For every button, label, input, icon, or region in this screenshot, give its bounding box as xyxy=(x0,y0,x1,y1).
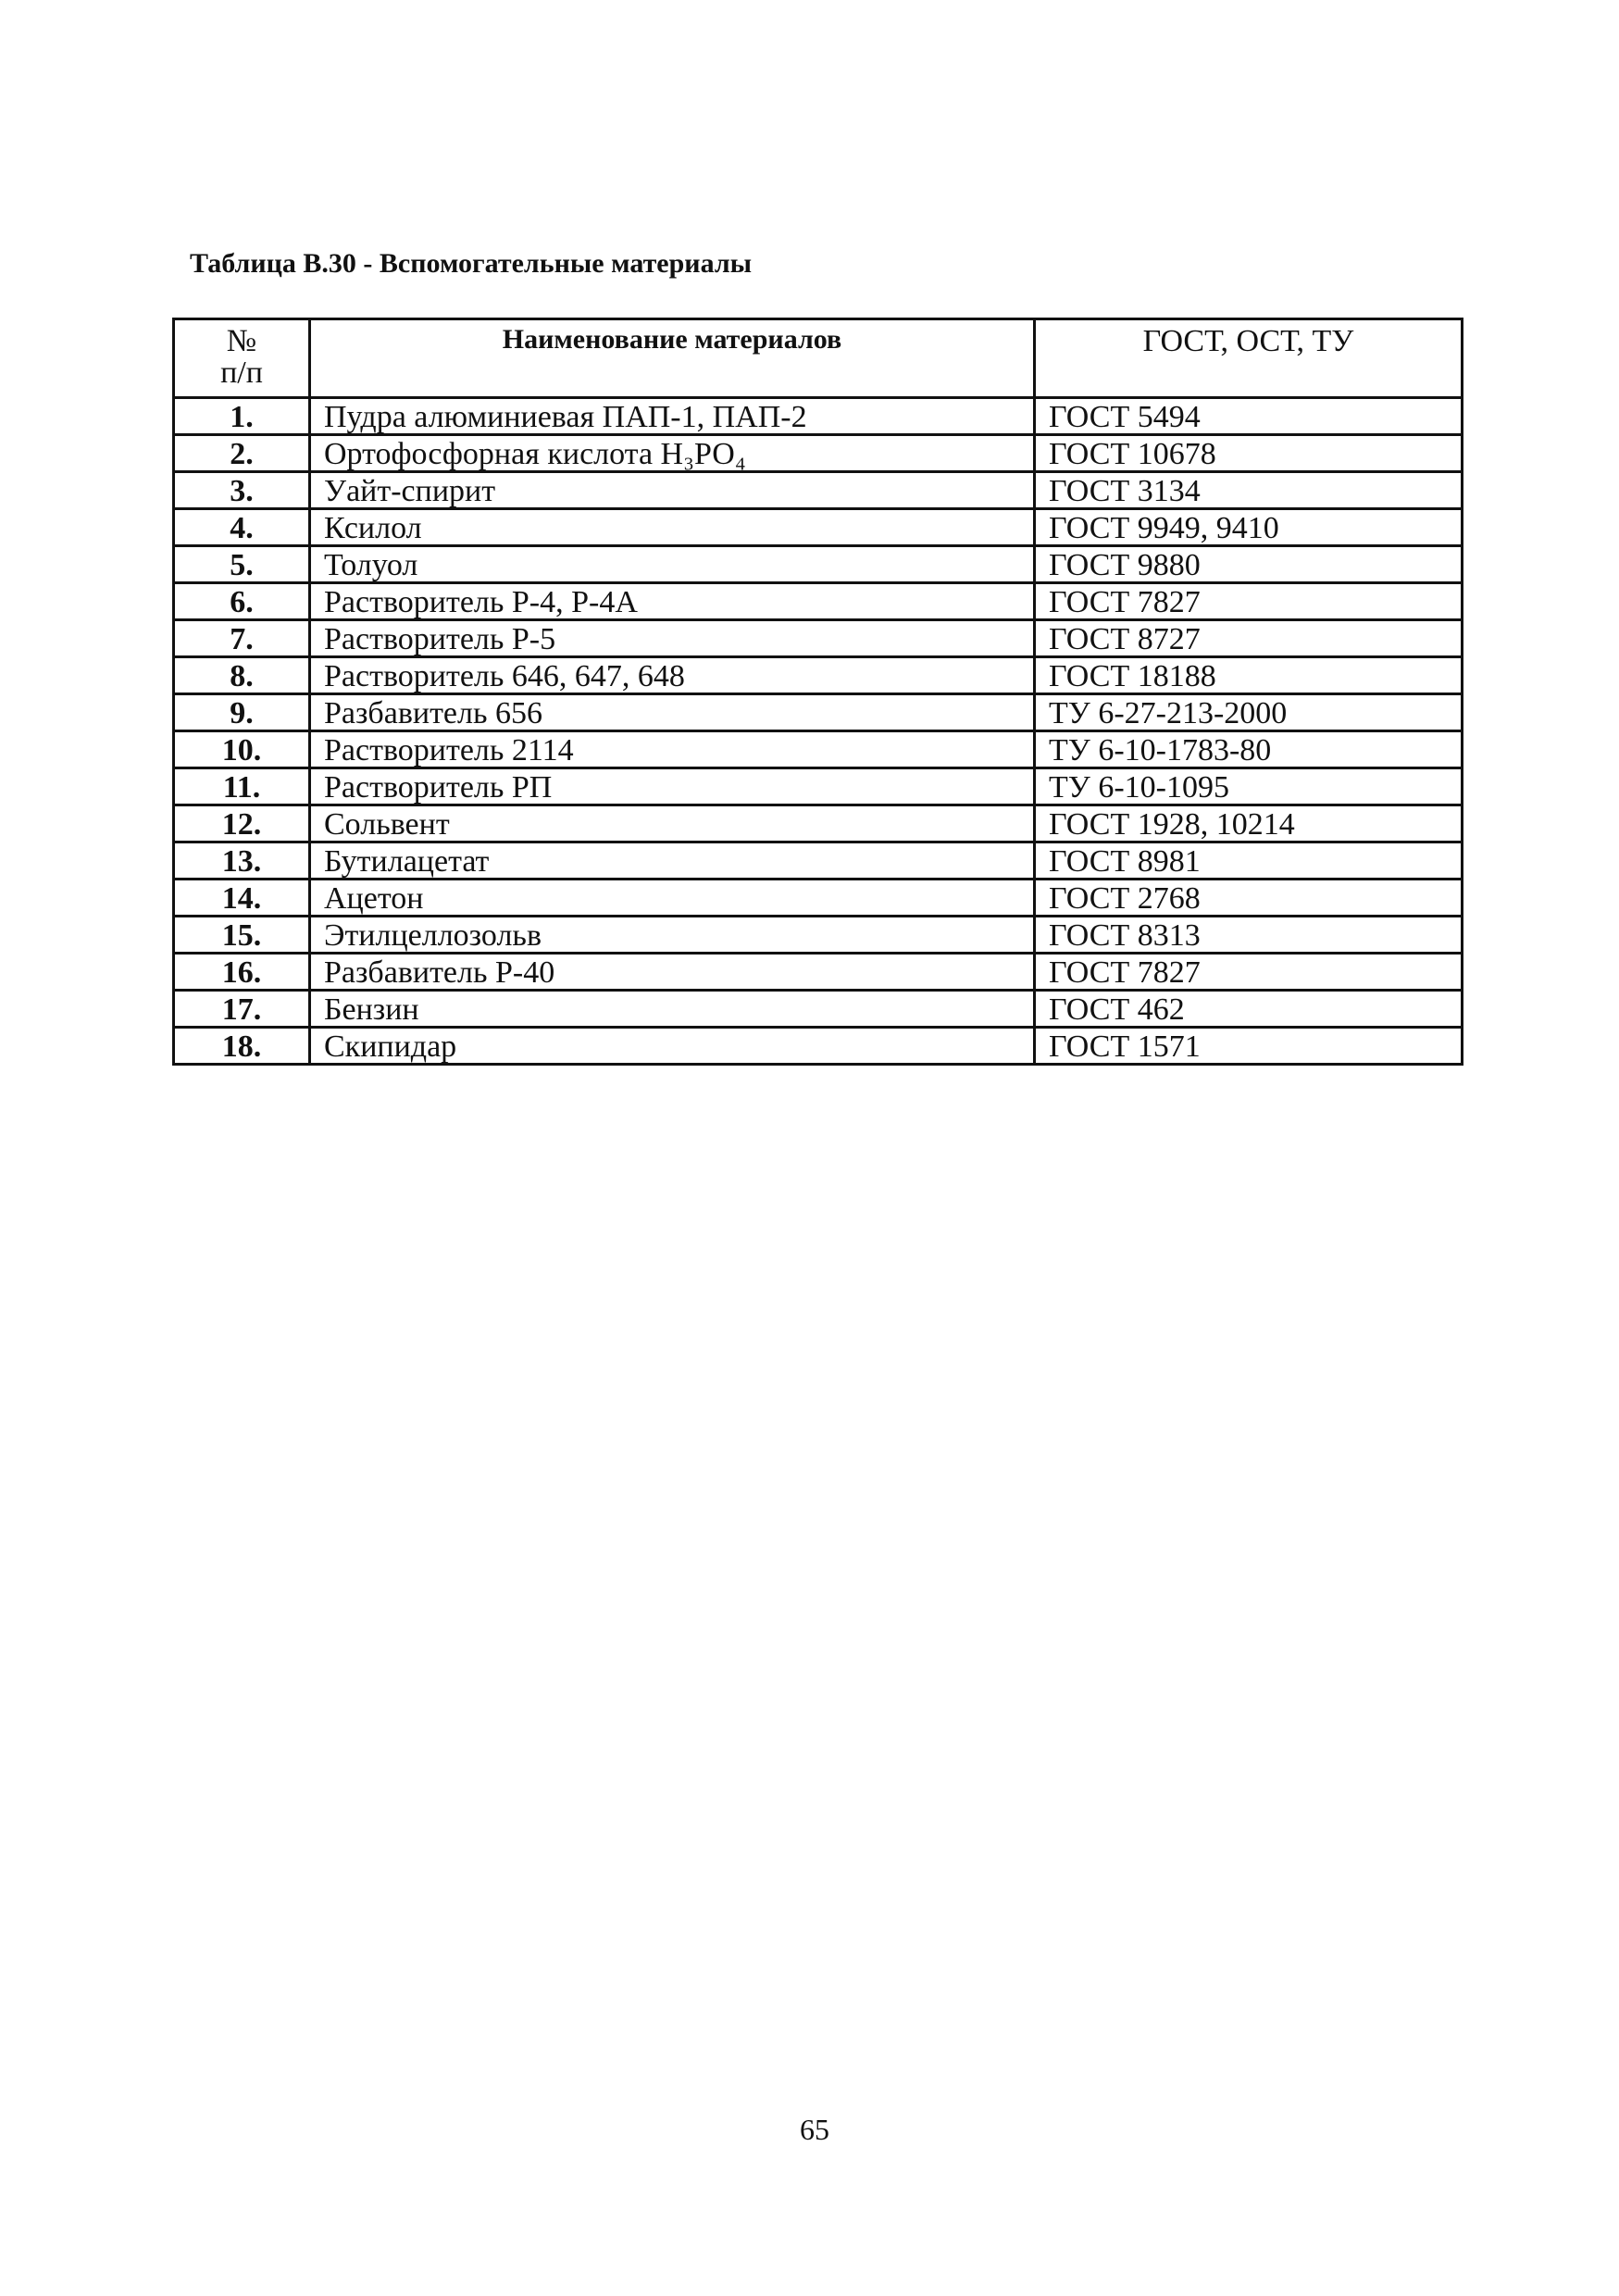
row-number: 15. xyxy=(174,917,310,954)
header-number-sign: № xyxy=(226,324,257,358)
material-name: Растворитель 2114 xyxy=(310,731,1035,768)
page-number: 65 xyxy=(800,2113,829,2146)
material-standard: ГОСТ 7827 xyxy=(1035,583,1463,620)
material-name: Пудра алюминиевая ПАП-1, ПАП-2 xyxy=(310,398,1035,435)
material-standard: ГОСТ 1928, 10214 xyxy=(1035,805,1463,842)
header-standard: ГОСТ, ОСТ, ТУ xyxy=(1035,319,1463,398)
row-number: 5. xyxy=(174,546,310,583)
material-name: Уайт-спирит xyxy=(310,472,1035,509)
material-name: Сольвент xyxy=(310,805,1035,842)
material-name: Этилцеллозольв xyxy=(310,917,1035,954)
row-number: 4. xyxy=(174,509,310,546)
material-standard: ГОСТ 10678 xyxy=(1035,435,1463,472)
material-name: Растворитель Р-4, Р-4А xyxy=(310,583,1035,620)
material-name: Растворитель Р-5 xyxy=(310,620,1035,657)
table-row xyxy=(174,472,1463,509)
material-name: Разбавитель Р-40 xyxy=(310,954,1035,991)
row-number: 8. xyxy=(174,657,310,694)
table-row xyxy=(174,768,1463,805)
material-name: Разбавитель 656 xyxy=(310,694,1035,731)
row-number: 12. xyxy=(174,805,310,842)
material-standard: ГОСТ 18188 xyxy=(1035,657,1463,694)
table-body xyxy=(174,398,1463,1065)
materials-table xyxy=(172,318,1463,1066)
material-name: Толуол xyxy=(310,546,1035,583)
row-number: 17. xyxy=(174,991,310,1028)
row-number: 6. xyxy=(174,583,310,620)
row-number: 14. xyxy=(174,880,310,917)
row-number: 18. xyxy=(174,1028,310,1065)
table-row xyxy=(174,435,1463,472)
material-standard: ГОСТ 8313 xyxy=(1035,917,1463,954)
row-number: 10. xyxy=(174,731,310,768)
material-standard: ГОСТ 2768 xyxy=(1035,880,1463,917)
table-row xyxy=(174,583,1463,620)
table-row xyxy=(174,657,1463,694)
material-standard: ГОСТ 8727 xyxy=(1035,620,1463,657)
material-standard: ГОСТ 9880 xyxy=(1035,546,1463,583)
table-row xyxy=(174,842,1463,880)
material-name: Ортофосфорная кислота Н₃РО₄ xyxy=(310,435,1035,472)
material-standard: ГОСТ 8981 xyxy=(1035,842,1463,880)
row-number: 1. xyxy=(174,398,310,435)
header-number-abbr: п/п xyxy=(220,356,263,390)
material-name: Бензин xyxy=(310,991,1035,1028)
row-number: 13. xyxy=(174,842,310,880)
row-number: 16. xyxy=(174,954,310,991)
table-caption: Таблица В.30 - Вспомогательные материалы xyxy=(190,248,753,279)
material-name: Растворитель РП xyxy=(310,768,1035,805)
material-standard: ГОСТ 3134 xyxy=(1035,472,1463,509)
material-name: Ксилол xyxy=(310,509,1035,546)
table-header xyxy=(174,319,1463,398)
table-row xyxy=(174,546,1463,583)
table-row xyxy=(174,954,1463,991)
material-standard: ТУ 6-10-1095 xyxy=(1035,768,1463,805)
material-name: Ацетон xyxy=(310,880,1035,917)
header-row xyxy=(174,319,1463,398)
table-row xyxy=(174,398,1463,435)
header-number xyxy=(174,319,310,398)
row-number: 3. xyxy=(174,472,310,509)
table-row xyxy=(174,880,1463,917)
material-standard: ТУ 6-10-1783-80 xyxy=(1035,731,1463,768)
material-standard: ТУ 6-27-213-2000 xyxy=(1035,694,1463,731)
material-name: Растворитель 646, 647, 648 xyxy=(310,657,1035,694)
header-material-name: Наименование материалов xyxy=(310,319,1035,398)
table-row xyxy=(174,509,1463,546)
material-standard: ГОСТ 7827 xyxy=(1035,954,1463,991)
material-name: Бутилацетат xyxy=(310,842,1035,880)
table-row xyxy=(174,620,1463,657)
table-row xyxy=(174,731,1463,768)
material-standard: ГОСТ 1571 xyxy=(1035,1028,1463,1065)
table-row xyxy=(174,805,1463,842)
material-standard: ГОСТ 9949, 9410 xyxy=(1035,509,1463,546)
material-name: Скипидар xyxy=(310,1028,1035,1065)
table-row xyxy=(174,1028,1463,1065)
row-number: 7. xyxy=(174,620,310,657)
row-number: 11. xyxy=(174,768,310,805)
table-row xyxy=(174,991,1463,1028)
material-standard: ГОСТ 462 xyxy=(1035,991,1463,1028)
row-number: 2. xyxy=(174,435,310,472)
table-row xyxy=(174,917,1463,954)
row-number: 9. xyxy=(174,694,310,731)
material-standard: ГОСТ 5494 xyxy=(1035,398,1463,435)
table-row xyxy=(174,694,1463,731)
